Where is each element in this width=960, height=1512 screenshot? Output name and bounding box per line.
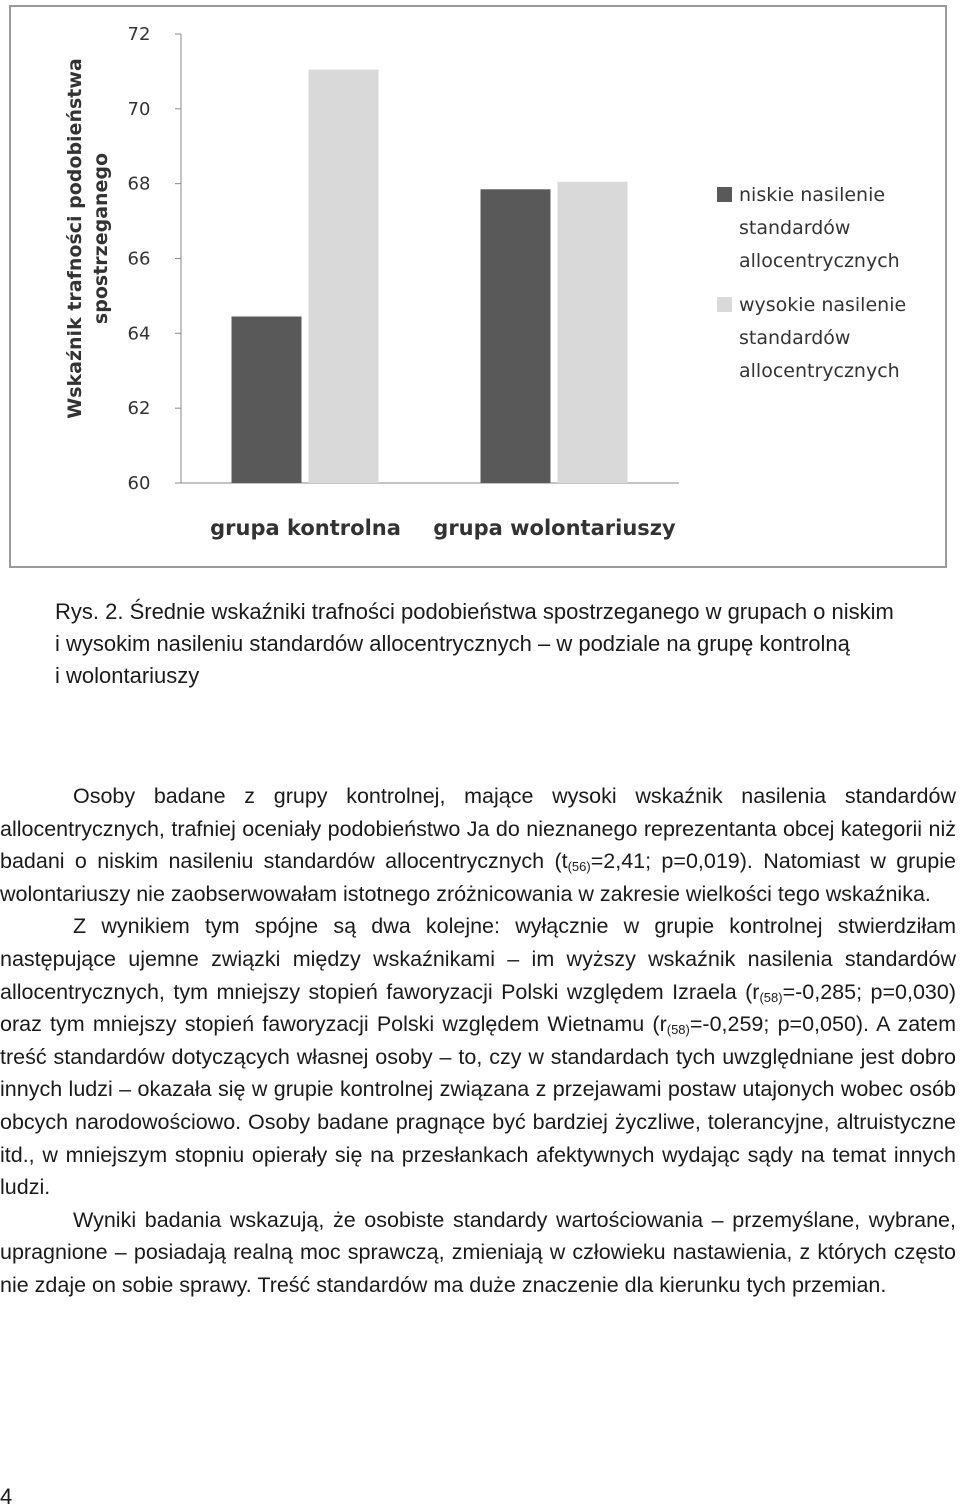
x-axis-categories xyxy=(210,516,676,540)
paragraph-3: Wyniki badania wskazują, że osobiste standardy wartościowania – przemyślane, wybrane, upragnione – posiadają realną moc sprawczą, zmieniają w człowieku nastawienia, z których często nie zdaje on sobie sprawy. Treść standardów ma duże znaczenie dla kierunku tych przemian. xyxy=(0,1207,956,1297)
page-number: 4 xyxy=(0,1484,13,1509)
legend-swatch xyxy=(717,187,732,202)
legend xyxy=(717,184,906,382)
y-tick-label: 64 xyxy=(127,323,151,345)
bar xyxy=(309,70,379,483)
paragraph-1-text-a: Osoby badane z grupy kontrolnej, mające wysoki wskaźnik nasilenia standardów allocentrycznych, trafniej oceniały podobieństwo Ja do nieznanego reprezentanta obcej kategorii niż badani o niskim nasileniu standardów allocentrycznych (t xyxy=(0,784,956,874)
figure-caption xyxy=(55,596,935,692)
caption-line: Rys. 2. Średnie wskaźniki trafności podobieństwa spostrzeganego w grupach o niskim xyxy=(55,599,894,624)
subscript-df: (56) xyxy=(567,859,591,875)
bars xyxy=(232,70,628,483)
figure-chart xyxy=(9,5,947,568)
y-axis-title-line: Wskaźnik trafności podobieństwa xyxy=(64,58,86,419)
bar xyxy=(558,182,628,483)
y-tick-label: 60 xyxy=(127,473,151,494)
subscript-df: (58) xyxy=(759,989,783,1005)
legend-label: niskie nasilenie xyxy=(739,184,886,206)
bar-chart xyxy=(11,7,945,566)
paragraph-2-text-b: =-0,285; p=0,030) oraz tym mniejszy stopień faworyzacji Polski względem Wietnamu (r xyxy=(0,979,956,1037)
y-tick-label: 68 xyxy=(127,173,151,195)
paragraph-1-text-b: =2,41; p=0,019). Natomiast w grupie wolontariuszy nie zaobserwowałam istotnego zróżnicowania w zakresie wielkości tego wskaźnika. xyxy=(0,849,956,906)
bar xyxy=(232,316,302,483)
y-tick-label: 66 xyxy=(127,248,151,270)
y-axis-title-line: spostrzeganego xyxy=(90,152,112,325)
paragraph-1 xyxy=(0,780,956,910)
x-category-label: grupa kontrolna xyxy=(210,516,401,540)
paragraph-2-text-c: =-0,259; p=0,050). A zatem treść standardów dotyczących własnej osoby – to, czy w standardach tych uwzględniane jest dobro innych ludzi – okazała się w grupie kontrolnej związana z przejawami postaw utajonych wobec osób obcych narodowościowo. Osoby badane pragnące być bardziej życzliwe, tolerancyjne, altruistyczne itd., w mniejszym stopniu opierały się na przesłankach afektywnych wydając sądy na temat innych ludzi. xyxy=(0,1012,956,1200)
y-tick-label: 70 xyxy=(127,98,151,120)
legend-label: standardów xyxy=(739,217,851,239)
legend-label: allocentrycznych xyxy=(739,360,900,382)
bar xyxy=(481,189,551,483)
y-tick-label: 72 xyxy=(127,24,151,45)
paragraph-2-text-a: Z wynikiem tym spójne są dwa kolejne: wyłącznie w grupie kontrolnej stwierdziłam następujące ujemne związki między wskaźnikami – im wyższy wskaźnik nasilenia standardów allocentrycznych, tym mniejszy stopień faworyzacji Polski względem Izraela (r xyxy=(0,914,956,1004)
y-tick-label: 62 xyxy=(127,398,151,420)
y-axis-title xyxy=(64,58,112,419)
caption-line: i wysokim nasileniu standardów allocentrycznych – w podziale na grupę kontrolną xyxy=(55,631,850,656)
x-category-label: grupa wolontariuszy xyxy=(433,516,676,540)
body-text xyxy=(0,780,956,1302)
paragraph-2 xyxy=(0,910,956,1203)
caption-line: i wolontariuszy xyxy=(55,663,200,688)
legend-swatch xyxy=(717,297,732,312)
legend-label: wysokie nasilenie xyxy=(739,294,907,316)
legend-label: allocentrycznych xyxy=(739,250,900,272)
legend-label: standardów xyxy=(739,327,851,349)
subscript-df: (58) xyxy=(666,1022,690,1038)
